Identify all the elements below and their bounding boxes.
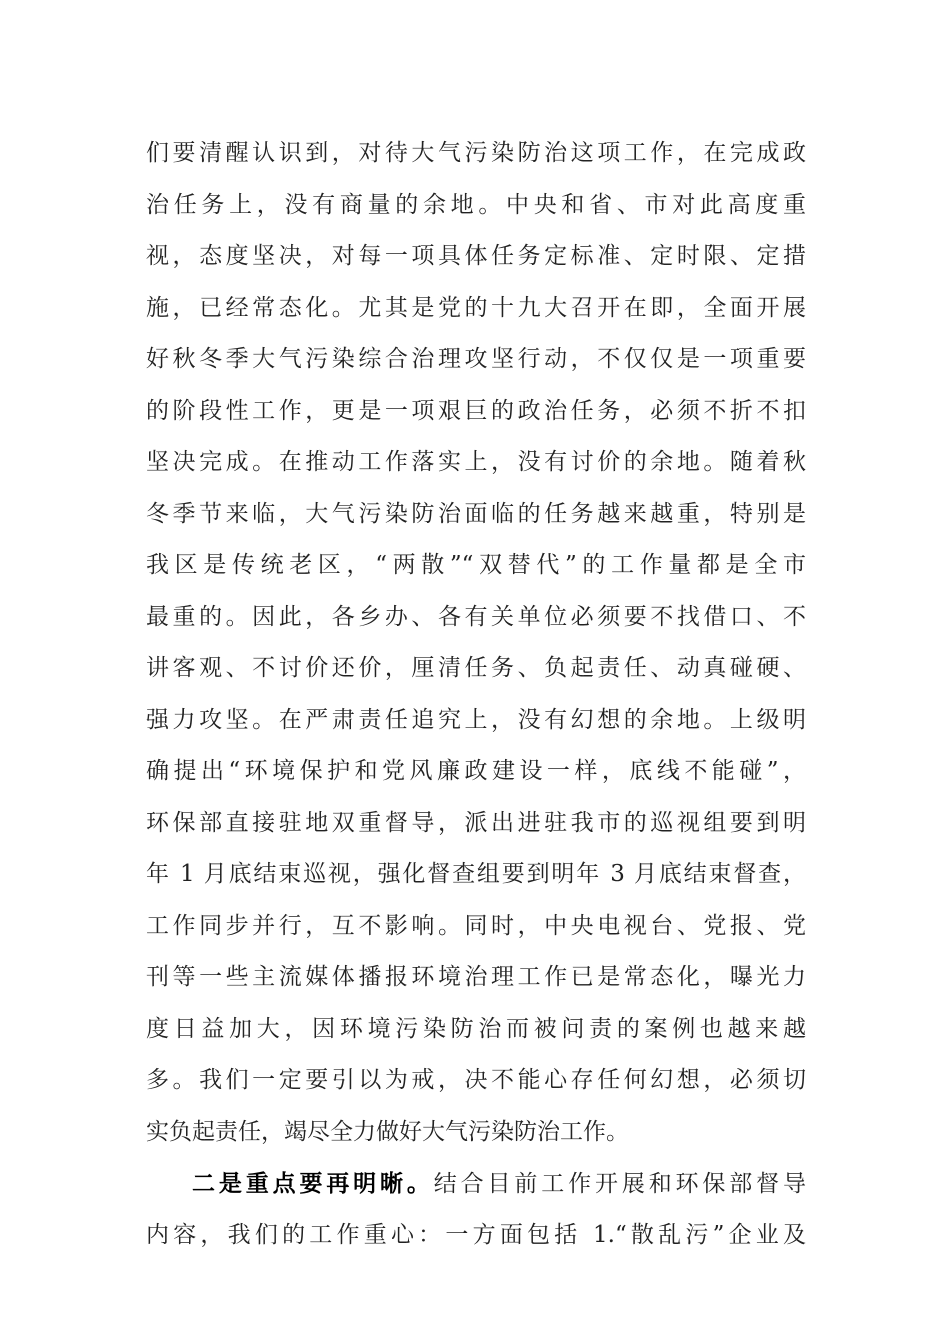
paragraph-1-line-2: 治任务上，没有商量的余地。中央和省、市对此高度重 (146, 191, 806, 218)
paragraph-1-line-17: 刊等一些主流媒体播报环境治理工作已是常态化，曝光力 (146, 964, 806, 990)
paragraph-1-line-14: 环保部直接驻地双重督导，派出进驻我市的巡视组要到明 (146, 809, 806, 836)
paragraph-1-line-13: 确提出“环境保护和党风廉政建设一样，底线不能碰”， (146, 758, 806, 784)
paragraph-1-line-11: 讲客观、不讨价还价，厘清任务、负起责任、动真碰硬、 (146, 655, 806, 681)
paragraph-2-line-2: 内容，我们的工作重心：一方面包括 1.“散乱污”企业及 (146, 1221, 806, 1248)
paragraph-1-line-18: 度日益加大，因环境污染防治而被问责的案例也越来越 (146, 1015, 806, 1042)
paragraph-1-line-1: 们要清醒认识到，对待大气污染防治这项工作，在完成政 (146, 140, 806, 166)
paragraph-2-heading: 二是重点要再明晰。 (192, 1170, 434, 1197)
paragraph-1-line-15: 年 1 月底结束巡视，强化督查组要到明年 3 月底结束督查， (146, 861, 806, 887)
paragraph-1-line-8: 冬季节来临，大气污染防治面临的任务越来越重，特别是 (146, 500, 806, 527)
paragraph-2-line-1 (146, 1158, 806, 1210)
document-body (146, 128, 806, 1261)
paragraph-1-line-4: 施，已经常态化。尤其是党的十九大召开在即，全面开展 (146, 294, 806, 321)
paragraph-2-first-line-text: 结合目前工作开展和环保部督导 (433, 1171, 807, 1197)
paragraph-1-line-3: 视，态度坚决，对每一项具体任务定标准、定时限、定措 (146, 243, 806, 269)
paragraph-1-line-20: 实负起责任，竭尽全力做好大气污染防治工作。 (146, 1118, 629, 1145)
paragraph-1-line-5: 好秋冬季大气污染综合治理攻坚行动，不仅仅是一项重要 (146, 346, 806, 372)
paragraph-1-line-10: 最重的。因此，各乡办、各有关单位必须要不找借口、不 (146, 603, 806, 630)
paragraph-1-line-6: 的阶段性工作，更是一项艰巨的政治任务，必须不折不扣 (146, 397, 806, 424)
paragraph-1-line-19: 多。我们一定要引以为戒，决不能心存任何幻想，必须切 (146, 1067, 806, 1093)
paragraph-1-line-12: 强力攻坚。在严肃责任追究上，没有幻想的余地。上级明 (146, 706, 806, 733)
paragraph-1-line-16: 工作同步并行，互不影响。同时，中央电视台、党报、党 (146, 912, 806, 939)
paragraph-1-line-7: 坚决完成。在推动工作落实上，没有讨价的余地。随着秋 (146, 449, 806, 475)
paragraph-1-line-9: 我区是传统老区，“两散”“双替代”的工作量都是全市 (146, 552, 806, 578)
